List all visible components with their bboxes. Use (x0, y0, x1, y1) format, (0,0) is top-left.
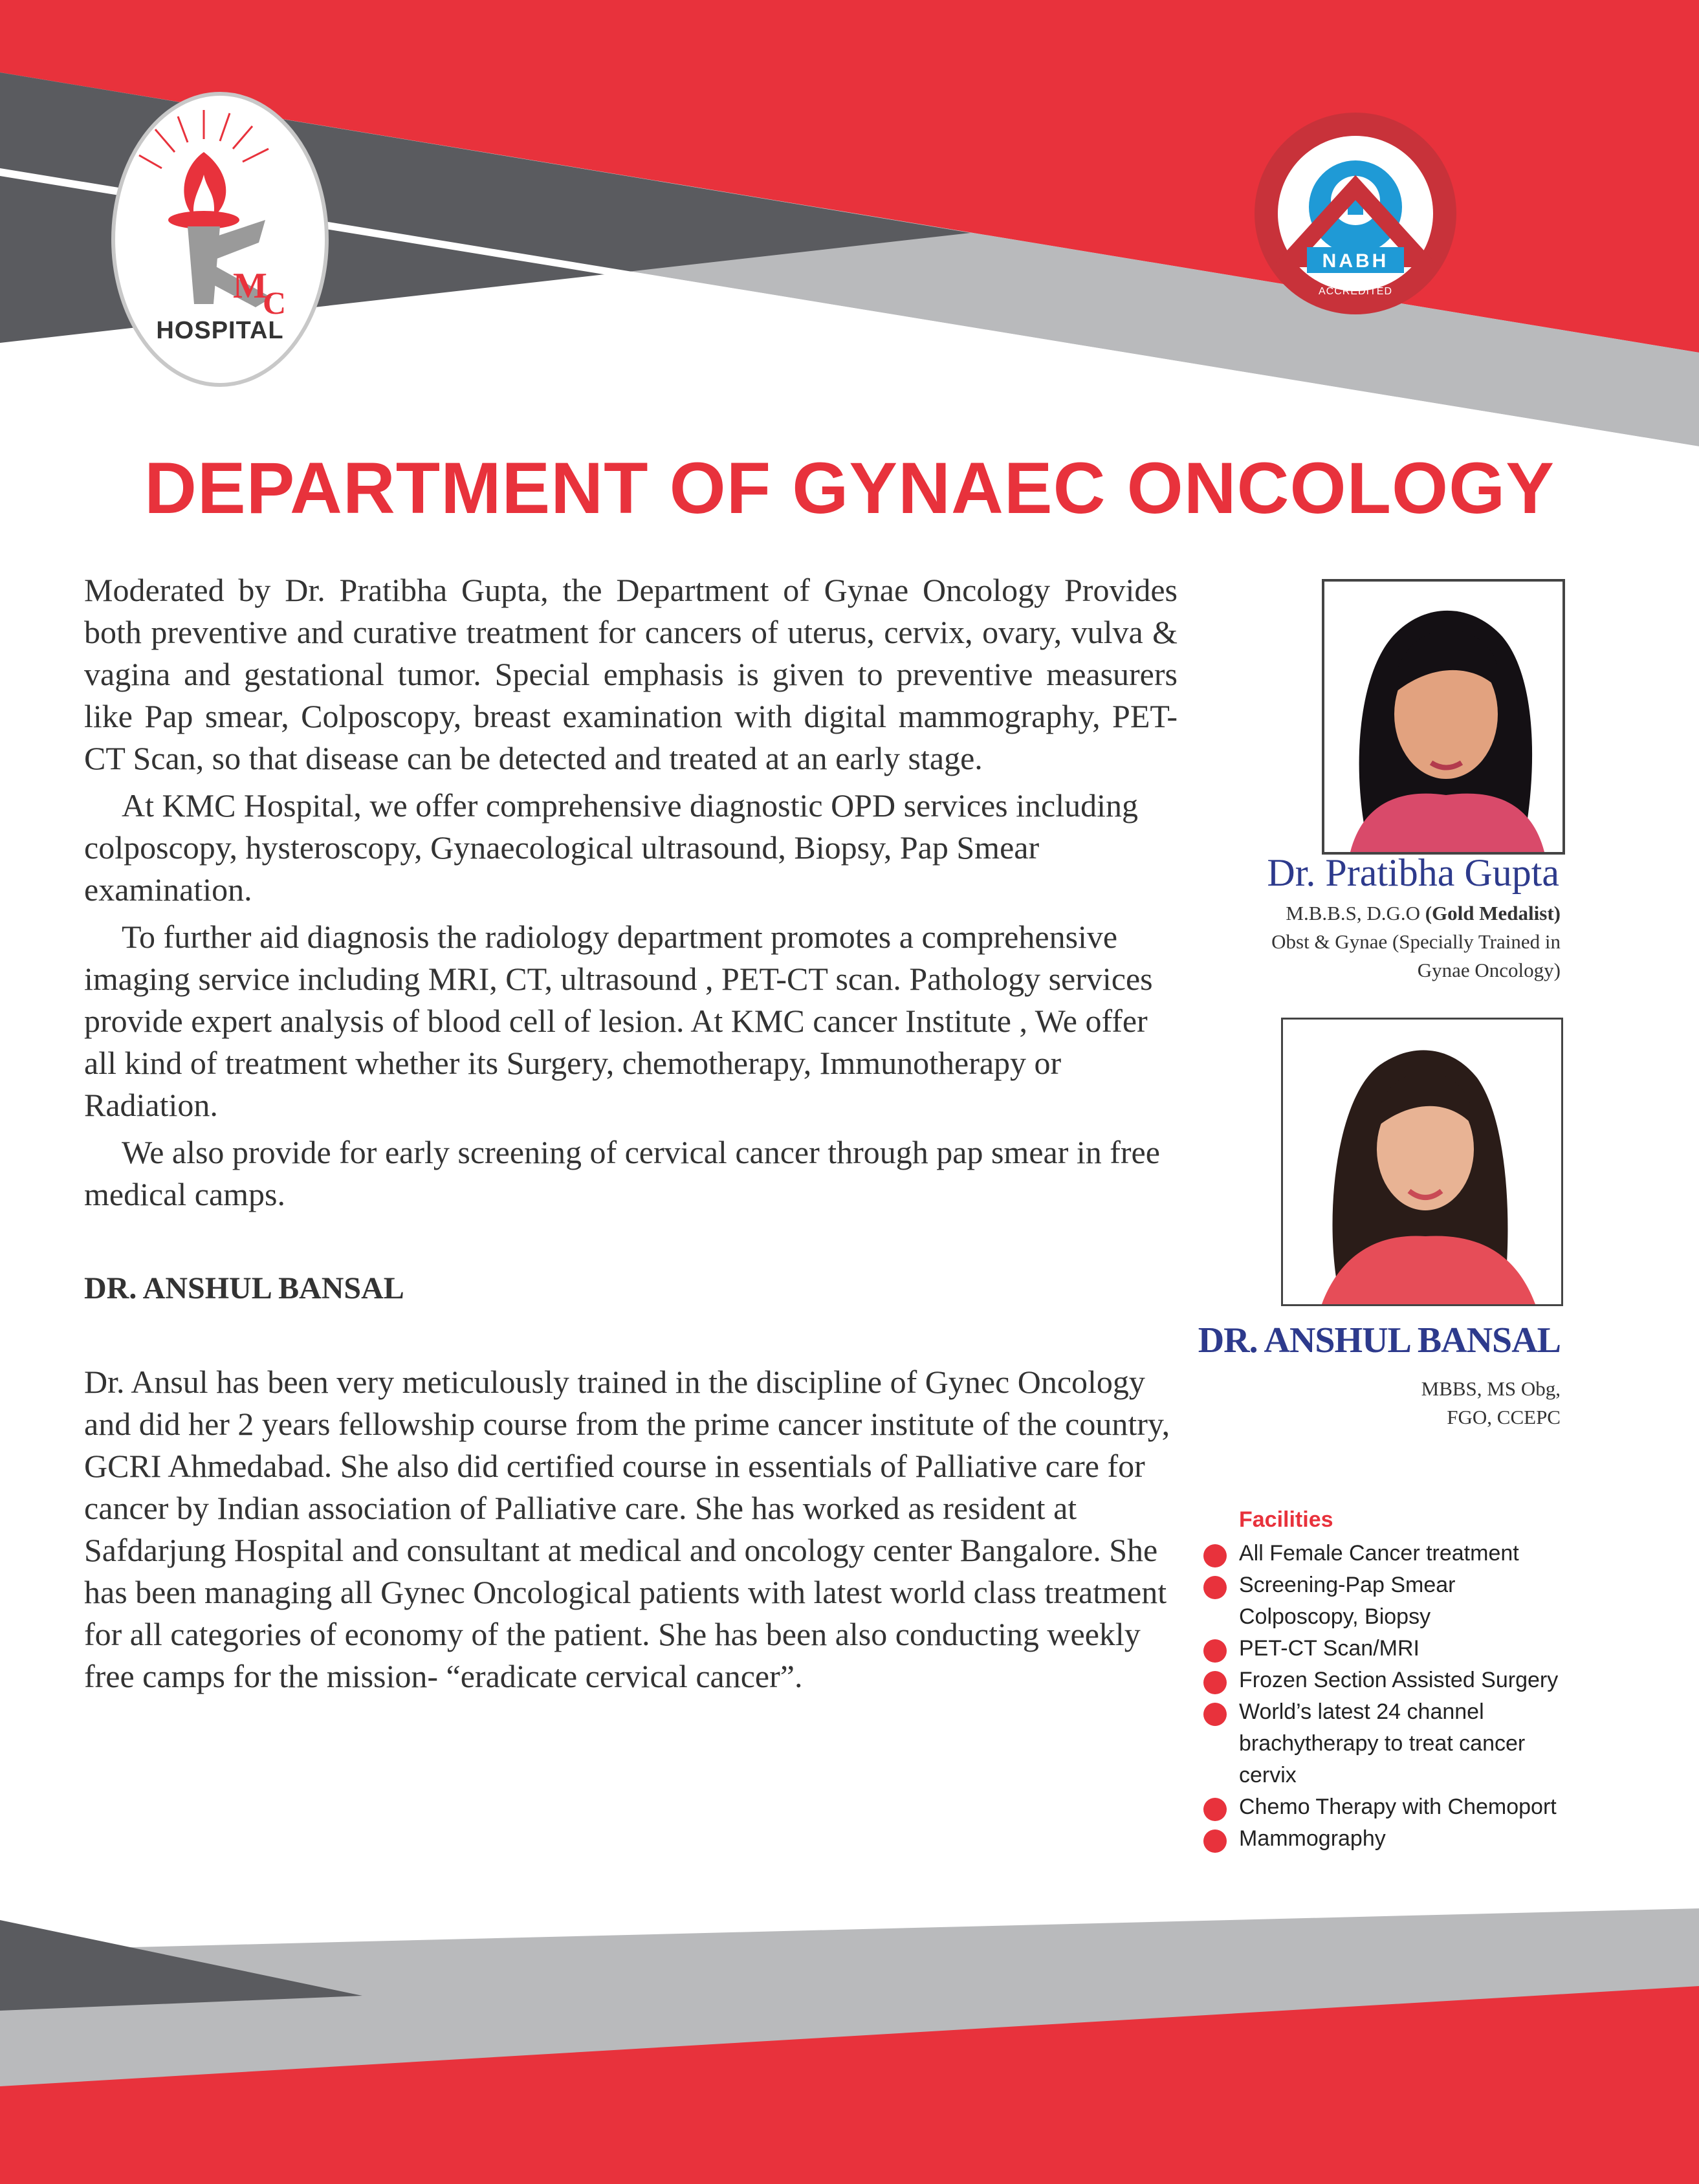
facility-text: Frozen Section Assisted Surgery (1239, 1668, 1559, 1692)
bullet-dot-icon (1203, 1671, 1227, 1694)
doctor2-name: DR. ANSHUL BANSAL (1198, 1320, 1561, 1360)
intro-paragraph-4: We also provide for early screening of cervical cancer through pap smear in free medical camps. (84, 1134, 1160, 1212)
page-title: DEPARTMENT OF GYNAEC ONCOLOGY (144, 448, 1555, 529)
bullet-dot-icon (1203, 1576, 1227, 1599)
nabh-accredited-seal-icon (1252, 110, 1459, 317)
doctor2-qualification-line-2: FGO, CCEPC (1447, 1406, 1561, 1428)
doctor-portrait-icon (1324, 582, 1562, 852)
bansal-bio: Dr. Ansul has been very meticulously trained in the discipline of Gynec Oncology and did her 2 years fellowship course from the prime cancer institute of the country, GCRI Ahmedabad. She also did certified course in essentials of Palliative care for cancer by Indian association of Palliative care. She has worked as resident at Safdarjung Hospital and consultant at medical and oncology center Bangalore. She has been managing all Gynec Oncological patients with latest world class treatment for all categories of economy of the patient. She has been also conducting weekly free camps for the mission- “eradicate cervical cancer”. (84, 1364, 1170, 1694)
doctor1-name: Dr. Pratibha Gupta (1267, 851, 1559, 894)
facility-item (1203, 1538, 1669, 1569)
facility-text: Mammography (1239, 1826, 1386, 1851)
facility-text: All Female Cancer treatment (1239, 1541, 1519, 1566)
kmc-hospital-logo (110, 91, 330, 388)
facility-item (1203, 1823, 1669, 1855)
facility-item (1203, 1569, 1669, 1633)
facility-text: cervix (1239, 1763, 1297, 1787)
bansal-heading: DR. ANSHUL BANSAL (84, 1271, 404, 1305)
facility-item (1203, 1633, 1669, 1665)
facilities-list (1203, 1538, 1669, 1855)
intro-paragraph-1: Moderated by Dr. Pratibha Gupta, the Department of Gynae Oncology Provides both preventive and curative treatment for cancers of uterus, cervix, ovary, vulva & vagina and gestational tumor. Special emphasis is given to preventive measurers like Pap smear, Colposcopy, breast examination with digital mammography, PET-CT Scan, so that disease can be detected and treated at an early stage. (84, 572, 1178, 776)
bullet-dot-icon (1203, 1639, 1227, 1663)
facilities-panel (1203, 1507, 1669, 1855)
bullet-dot-icon (1203, 1798, 1227, 1821)
svg-text:NABH: NABH (1322, 250, 1389, 272)
facility-item (1203, 1665, 1669, 1696)
bullet-dot-icon (1203, 1544, 1227, 1567)
main-content (84, 569, 1178, 1703)
facility-text: Chemo Therapy with Chemoport (1239, 1795, 1557, 1819)
svg-text:ACCREDITED: ACCREDITED (1318, 286, 1393, 297)
facility-item (1203, 1696, 1669, 1791)
facility-text: Screening-Pap Smear (1239, 1573, 1456, 1597)
facility-text: PET-CT Scan/MRI (1239, 1636, 1419, 1661)
svg-text:M: M (233, 266, 267, 306)
nabh-logo (1252, 110, 1459, 317)
doctor1-specialty-line-1: Obst & Gynae (Specially Trained in (1271, 930, 1561, 953)
facilities-title: Facilities (1239, 1507, 1333, 1532)
doctor1-photo (1322, 579, 1565, 855)
doctor2-qualification-line-1: MBBS, MS Obg, (1421, 1377, 1561, 1400)
facility-text: brachytherapy to treat cancer (1239, 1731, 1526, 1756)
svg-text:C: C (263, 285, 287, 321)
doctor2-photo (1281, 1018, 1563, 1306)
bullet-dot-icon (1203, 1703, 1227, 1726)
doctor1-qualification (1286, 899, 1561, 928)
doctor1-gold-medalist: (Gold Medalist) (1425, 902, 1561, 924)
facility-text: Colposcopy, Biopsy (1239, 1604, 1431, 1629)
intro-paragraph-2: At KMC Hospital, we offer comprehensive diagnostic OPD services including colposcopy, hysteroscopy, Gynaecological ultrasound, Biopsy, Pap Smear examination. (84, 787, 1138, 908)
doctor1-qualification-main: M.B.B.S, D.G.O (1286, 902, 1420, 924)
intro-paragraph-3: To further aid diagnosis the radiology department promotes a comprehensive imaging service including MRI, CT, ultrasound , PET-CT scan. Pathology services provide expert analysis of blood cell of lesion. At KMC cancer Institute , We offer all kind of treatment whether its Surgery, chemotherapy, Immunotherapy or Radiation. (84, 919, 1153, 1123)
bullet-dot-icon (1203, 1829, 1227, 1853)
doctor1-specialty-line-2: Gynae Oncology) (1417, 959, 1561, 981)
facility-item (1203, 1791, 1669, 1823)
doctor-portrait-icon (1283, 1020, 1561, 1304)
kmc-hospital-wordmark: HOSPITAL (156, 317, 284, 344)
facility-text: World’s latest 24 channel (1239, 1699, 1484, 1724)
